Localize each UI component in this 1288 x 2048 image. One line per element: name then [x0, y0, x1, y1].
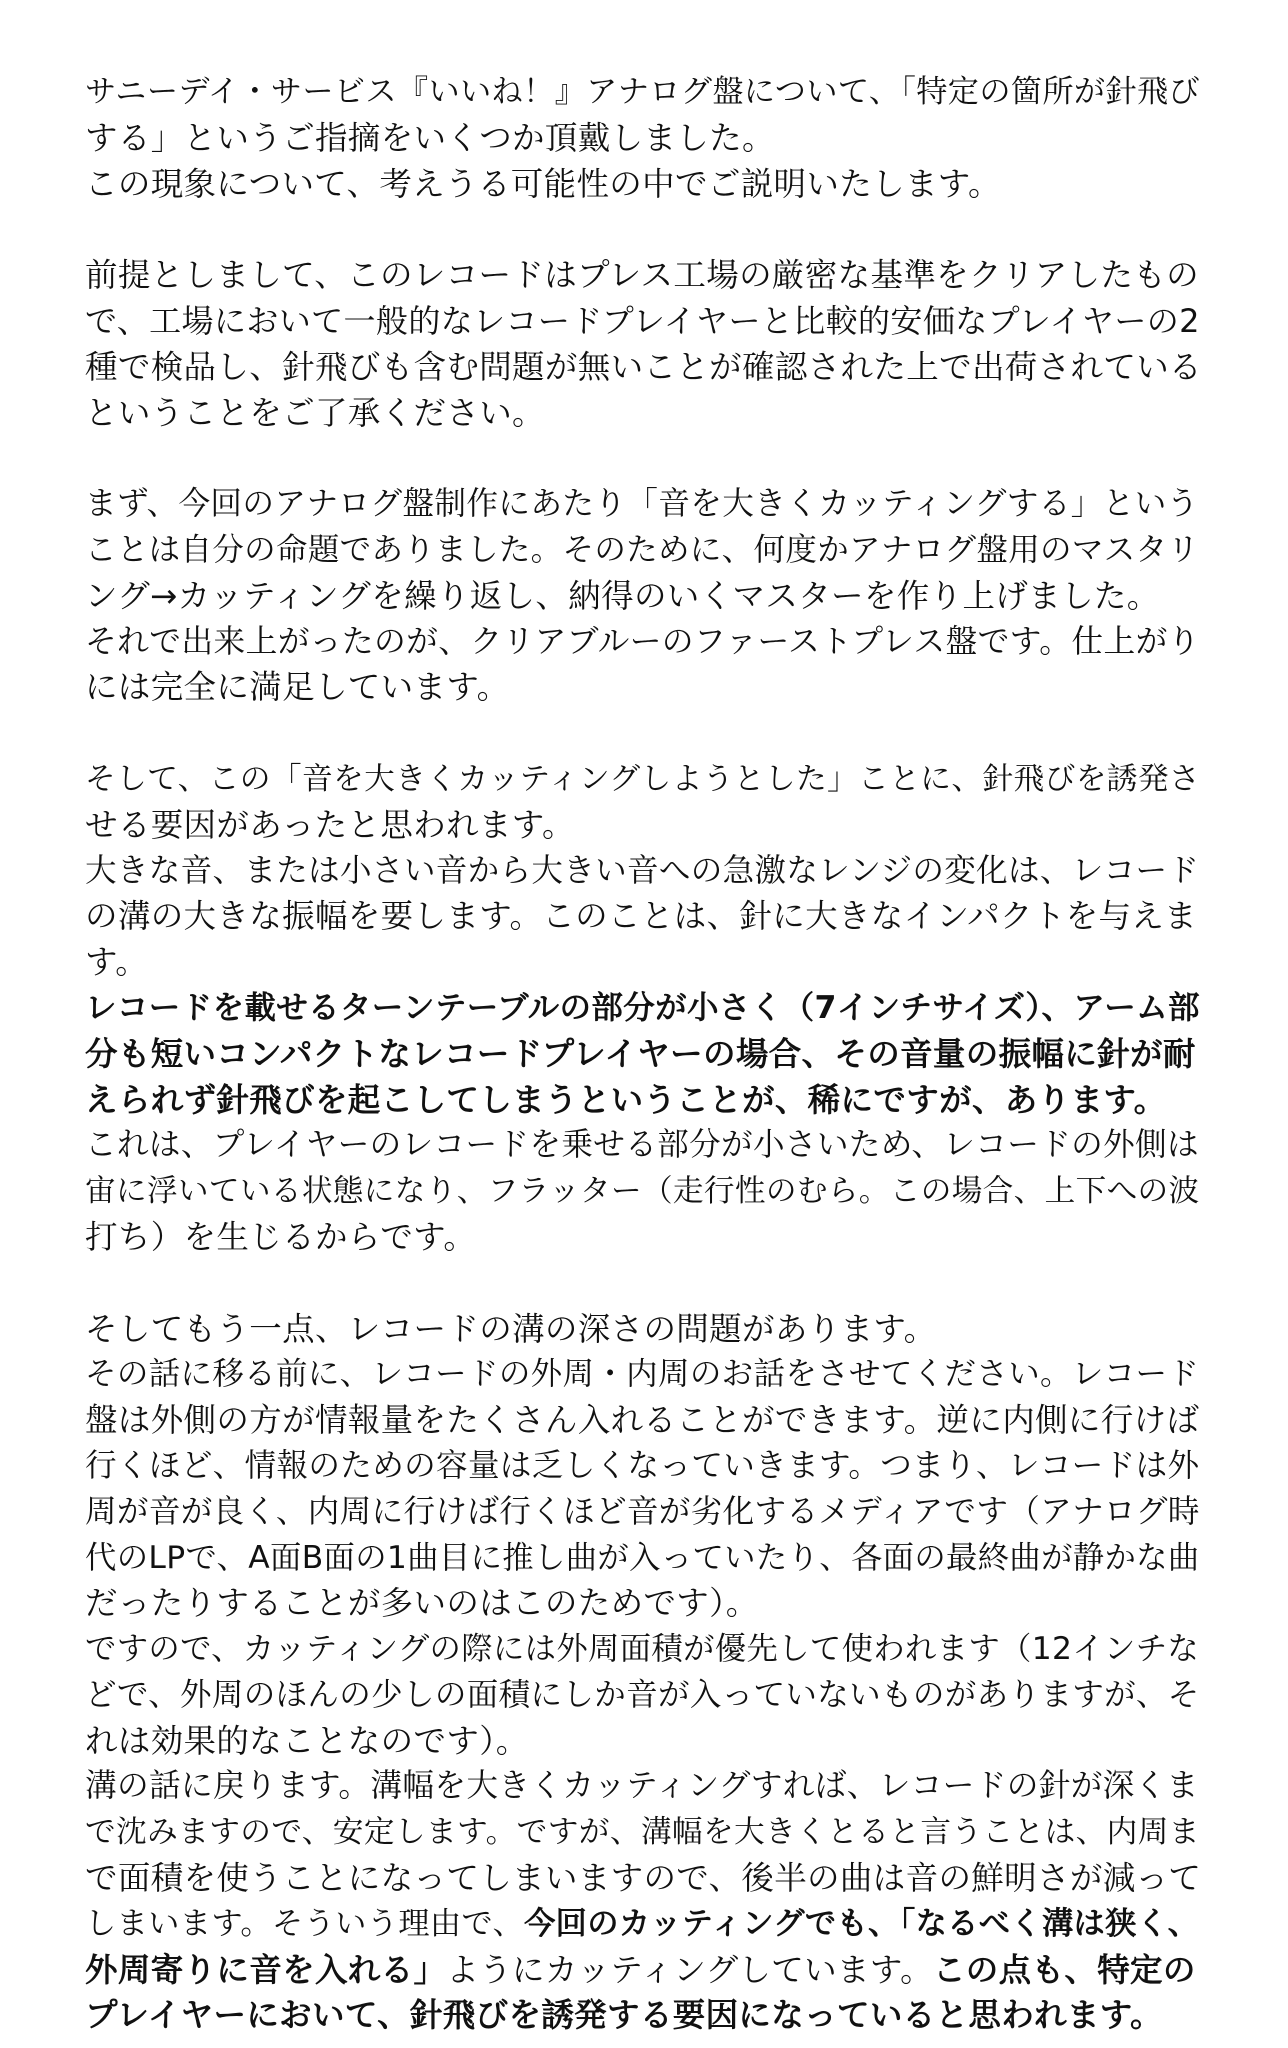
text-line: [85, 1948, 1205, 1994]
text-line: [85, 1581, 1205, 1627]
text-line: [85, 1215, 1205, 1261]
body-text: サニーデイ・サービス『いいね！』アナログ盤について、「特定の箇所が針飛び: [85, 74, 1201, 110]
article-body: [85, 70, 1205, 2039]
body-text: それで出来上がったのが、クリアブルーのファーストプレス盤です。仕上がり: [85, 623, 1200, 660]
paragraph-gap: [85, 436, 1205, 482]
body-text: 打ち）を生じるからです。: [85, 1217, 477, 1256]
text-line: [85, 1352, 1205, 1398]
body-text: どで、外周のほんの少しの面積にしか音が入っていないものがありますが、そ: [85, 1676, 1200, 1713]
text-line: [85, 1123, 1205, 1169]
body-text: ング→カッティングを繰り返し、納得のいくマスターを作り上げました。: [85, 576, 1160, 615]
text-line: [85, 1627, 1205, 1673]
body-text: 溝の話に戻ります。溝幅を大きくカッティングすれば、レコードの針が深くま: [85, 1768, 1199, 1805]
text-line: [85, 1398, 1205, 1444]
text-line: [85, 253, 1205, 299]
bold-text: 分も短いコンパクトなレコードプレイヤーの場合、その音量の振幅に針が耐: [85, 1034, 1196, 1073]
bold-text: 今回のカッティングでも、「なるべく溝は狭く、: [524, 1905, 1200, 1942]
text-line: [85, 1856, 1205, 1902]
text-line: [85, 116, 1205, 162]
bold-text: えられず針飛びを起こしてしまうということが、稀にですが、あります。: [85, 1080, 1167, 1119]
body-text: この現象について、考えうる可能性の中でご説明いたします。: [85, 164, 1001, 203]
paragraph-gap: [85, 1261, 1205, 1307]
body-text: これは、プレイヤーのレコードを乗せる部分が小さいため、レコードの外側は: [85, 1127, 1199, 1164]
bold-text: プレイヤーにおいて、針飛びを誘発する要因になっていると思われます。: [85, 1996, 1163, 2035]
text-line: [85, 1993, 1205, 2039]
body-text: 盤は外側の方が情報量をたくさん入れることができます。逆に内側に行けば: [85, 1401, 1200, 1440]
body-text: まず、今回のアナログ盤制作にあたり「音を大きくカッティングする」という: [85, 486, 1199, 523]
body-text: で面積を使うことになってしまいますので、後半の曲は音の鮮明さが減って: [85, 1859, 1202, 1898]
text-line: [85, 345, 1205, 391]
body-text: の溝の大きな振幅を要します。このことは、針に大きなインパクトを与えま: [85, 897, 1198, 936]
body-text: で沈みますので、安定します。ですが、溝幅を大きくとると言うことは、内周ま: [85, 1814, 1200, 1851]
body-text: には完全に満足しています。: [85, 668, 510, 707]
body-text: ことは自分の命題でありました。そのために、何度かアナログ盤用のマスタリ: [85, 531, 1200, 568]
text-line: [85, 940, 1205, 986]
body-text: だったりすることが多いのはこのためです）。: [85, 1584, 759, 1623]
body-text: れは効果的なことなのです）。: [85, 1721, 529, 1760]
body-text: で、工場において一般的なレコードプレイヤーと比較的安価なプレイヤーの2: [85, 301, 1200, 340]
body-text: 種で検品し、針飛びも含む問題が無いことが確認された上で出荷されている: [85, 347, 1202, 386]
body-text: その話に移る前に、レコードの外周・内周のお話をさせてください。レコード: [85, 1356, 1200, 1393]
bold-text: この点も、特定の: [932, 1950, 1196, 1989]
body-text: 代のLPで、A面B面の1曲目に推し曲が入っていたり、各面の最終曲が静かな曲: [85, 1539, 1200, 1576]
body-text: 行くほど、情報のための容量は乏しくなっていきます。つまり、レコードは外: [85, 1447, 1200, 1484]
paragraph-gap: [85, 207, 1205, 253]
text-line: [85, 849, 1205, 895]
text-line: [85, 1307, 1205, 1353]
text-line: [85, 482, 1205, 528]
body-text: 宙に浮いている状態になり、フラッター（走行性のむら。この場合、上下への波: [85, 1174, 1200, 1210]
text-line: [85, 757, 1205, 803]
body-text: ですので、カッティングの際には外周面積が優先して使われます（12インチな: [85, 1631, 1200, 1668]
body-text: す。: [85, 943, 149, 982]
text-line: [85, 1536, 1205, 1582]
bold-text: 外周寄りに音を入れる」: [85, 1950, 447, 1989]
body-text: 大きな音、または小さい音から大きい音への急激なレンジの変化は、レコード: [85, 852, 1200, 889]
body-text: そして、この「音を大きくカッティングしようとした」ことに、針飛びを誘発さ: [85, 760, 1201, 797]
body-text: しまいます。そういう理由で、: [85, 1905, 525, 1942]
paragraph-gap: [85, 711, 1205, 757]
text-line: [85, 391, 1205, 437]
text-line: [85, 1490, 1205, 1536]
text-line: [85, 1169, 1205, 1215]
body-text: ということをご了承ください。: [85, 393, 545, 432]
text-line: [85, 574, 1205, 620]
text-line: [85, 1902, 1205, 1948]
text-line: [85, 1764, 1205, 1810]
body-text: せる要因があったと思われます。: [85, 805, 575, 844]
text-line: [85, 299, 1205, 345]
body-text: 周が音が良く、内周に行けば行くほど音が劣化するメディアです（アナログ時: [85, 1493, 1200, 1530]
body-text: そしてもう一点、レコードの溝の深さの問題があります。: [85, 1309, 937, 1348]
text-line: [85, 1444, 1205, 1490]
text-line: [85, 70, 1205, 116]
text-line: [85, 162, 1205, 208]
text-line: [85, 620, 1205, 666]
text-line: [85, 1032, 1205, 1078]
body-text: 前提としまして、このレコードはプレス工場の厳密な基準をクリアしたもの: [85, 256, 1199, 295]
text-line: [85, 528, 1205, 574]
text-line: [85, 665, 1205, 711]
text-line: [85, 803, 1205, 849]
text-line: [85, 1673, 1205, 1719]
text-line: [85, 1719, 1205, 1765]
text-line: [85, 1810, 1205, 1856]
text-line: [85, 1078, 1205, 1124]
body-text: ようにカッティングしています。: [446, 1950, 933, 1989]
text-line: [85, 986, 1205, 1032]
bold-text: レコードを載せるターンテーブルの部分が小さく（7インチサイズ）、アーム部: [85, 989, 1200, 1026]
text-line: [85, 894, 1205, 940]
body-text: する」というご指摘をいくつか頂戴しました。: [85, 118, 775, 157]
